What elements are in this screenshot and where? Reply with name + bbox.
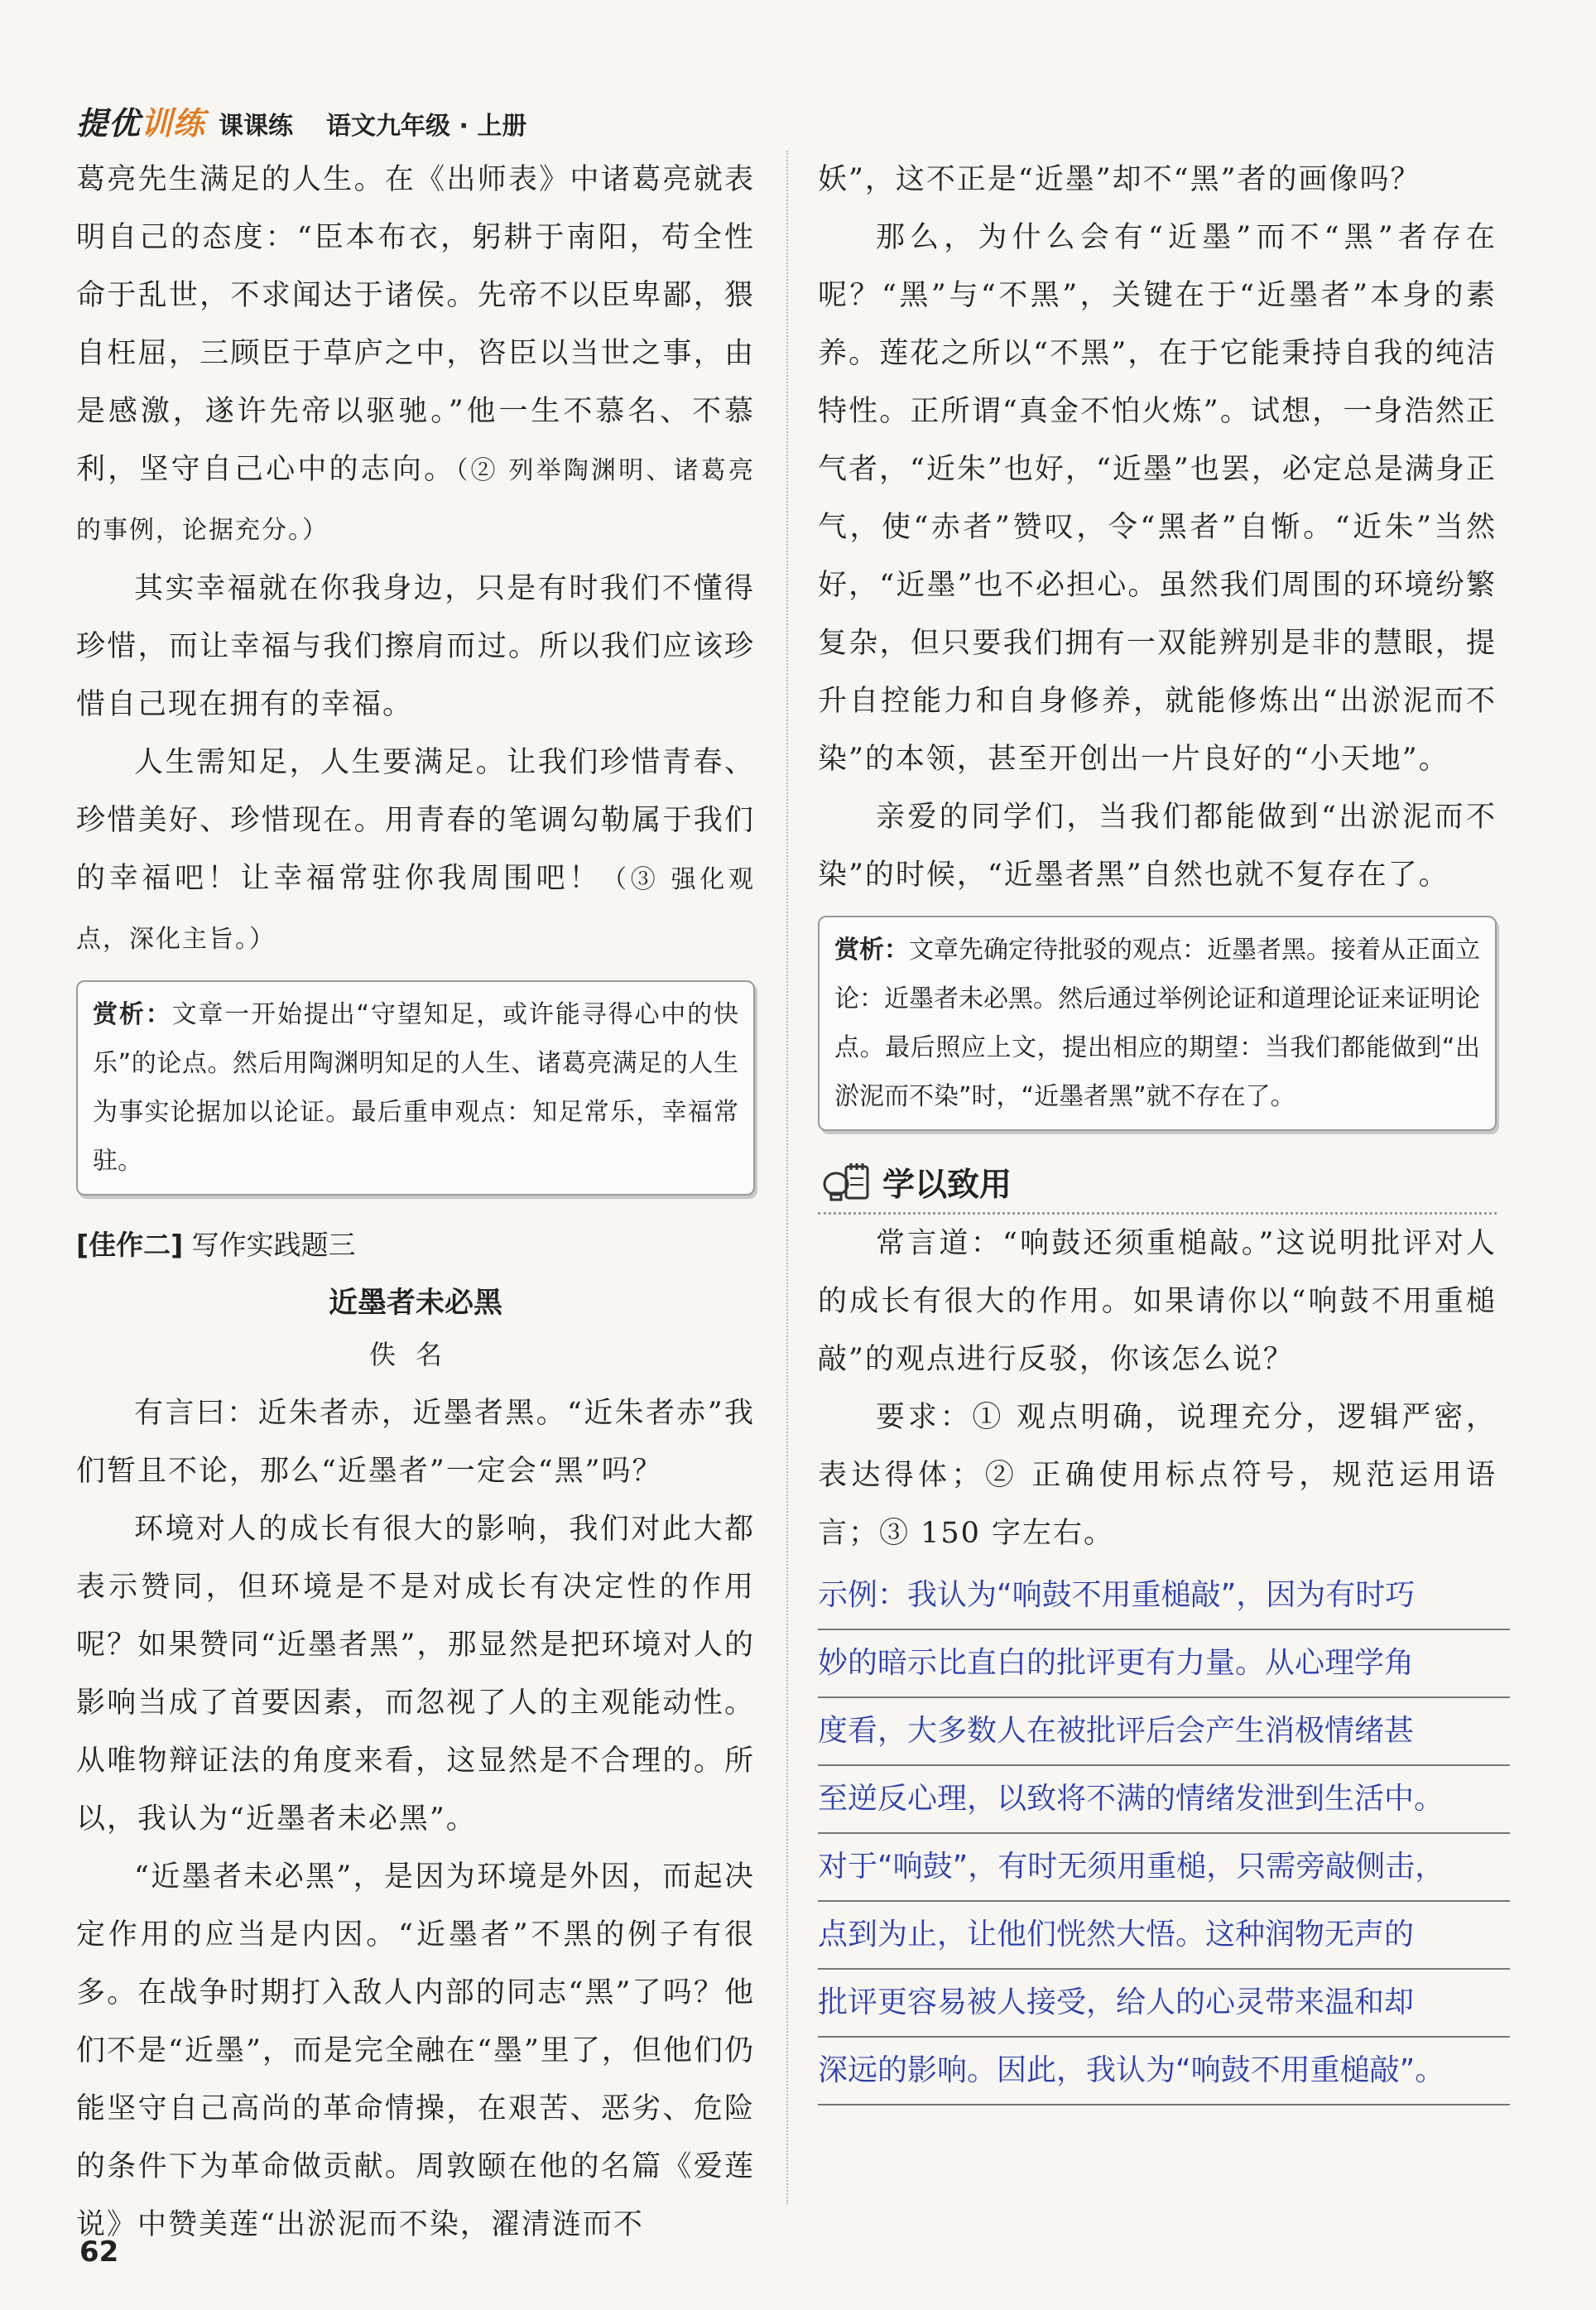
section-label: [佳作二] 写作实践题三 xyxy=(76,1229,356,1261)
answer-line: 批评更容易被人接受，给人的心灵带来温和却 xyxy=(818,1970,1510,2038)
exercise-requirements: 要求：① 观点明确，说理充分，逻辑严密，表达得体；② 正确使用标点符号，规范运用语言；③ 150 字左右。 xyxy=(818,1401,1497,1550)
analysis-box-2: 赏析：文章先确定待批驳的观点：近墨者黑。接着从正面立论：近墨者未必黑。然后通过举例论证和道理论证来证明论点。最后照应上文，提出相应的期望：当我们都能做到“出淤泥而不染”时，“近墨者黑”就不存在了。 xyxy=(818,916,1497,1131)
exercise-prompt: 常言道：“响鼓还须重槌敲。”这说明批评对人的成长有很大的作用。如果请你以“响鼓不用重槌敲”的观点进行反驳，你该怎么说？ xyxy=(818,1227,1497,1376)
answer-line: 妙的暗示比直白的批评更有力量。从心理学角 xyxy=(818,1630,1510,1698)
right-column xyxy=(818,151,1497,2105)
practice-section-title: 学以致用 xyxy=(882,1167,1012,1204)
answer-line: 示例：我认为“响鼓不用重槌敲”，因为有时巧 xyxy=(818,1562,1510,1630)
article-paragraph-5: 亲爱的同学们，当我们都能做到“出淤泥而不染”的时候，“近墨者黑”自然也就不复存在了。 xyxy=(818,801,1497,892)
article-paragraph-2: 环境对人的成长有很大的影响，我们对此大都表示赞同，但环境是不是对成长有决定性的作用呢？如果赞同“近墨者黑”，那显然是把环境对人的影响当成了首要因素，而忽视了人的主观能动性。从唯物辩证法的角度来看，这显然是不合理的。所以，我认为“近墨者未必黑”。 xyxy=(76,1513,755,1836)
analysis-box-1: 赏析：文章一开始提出“守望知足，或许能寻得心中的快乐”的论点。然后用陶渊明知足的人生、诸葛亮满足的人生为事实论据加以论证。最后重申观点：知足常乐，幸福常驻。 xyxy=(76,980,755,1196)
answer-line: 点到为止，让他们恍然大悟。这种润物无声的 xyxy=(818,1902,1510,1970)
paragraph-conclusion: 人生需知足，人生要满足。让我们珍惜青春、珍惜美好、珍惜现在。用青春的笔调勾勒属于我们的幸福吧！让幸福常驻你我周围吧！（③ 强化观点，深化主旨。） xyxy=(76,746,755,954)
page-header xyxy=(76,98,526,147)
brand-logo: 提优训练 xyxy=(76,105,206,142)
practice-section-header xyxy=(818,1159,1497,1215)
page-number: 62 xyxy=(79,2235,119,2269)
answer-line: 至逆反心理，以致将不满的情绪发泄到生活中。 xyxy=(818,1766,1510,1834)
analysis-tag: 赏析： xyxy=(834,936,909,965)
article-paragraph-4: 那么，为什么会有“近墨”而不“黑”者存在呢？“黑”与“不黑”，关键在于“近墨者”本身的素养。莲花之所以“不黑”，在于它能秉持自我的纯洁特性。正所谓“真金不怕火炼”。试想，一身浩然正气者，“近朱”也好，“近墨”也罢，必定总是满身正气，使“赤者”赞叹，令“黑者”自惭。“近朱”当然好，“近墨”也不必担心。虽然我们周围的环境纷繁复杂，但只要我们拥有一双能辨别是非的慧眼，提升自控能力和自身修养，就能修炼出“出淤泥而不染”的本领，甚至开创出一片良好的“小天地”。 xyxy=(818,221,1497,776)
answer-line: 深远的影响。因此，我认为“响鼓不用重槌敲”。 xyxy=(818,2038,1510,2105)
column-divider xyxy=(786,151,788,2204)
article-title: 近墨者未必黑 xyxy=(328,1287,502,1320)
article-continuation: 妖”，这不正是“近墨”却不“黑”者的画像吗？ xyxy=(818,163,1421,196)
annotation-2: （② 列举陶渊明、诸葛亮的事例，论据充分。） xyxy=(76,456,755,545)
answer-line: 对于“响鼓”，有时无须用重槌，只需旁敲侧击， xyxy=(818,1834,1510,1902)
notebook-bulb-icon xyxy=(818,1162,871,1203)
article-paragraph-3: “近墨者未必黑”，是因为环境是外因，而起决定作用的应当是内因。“近墨者”不黑的例子有很多。在战争时期打入敌人内部的同志“黑”了吗？他们不是“近墨”，而是完全融在“墨”里了，但他们仍能坚守自己高尚的革命情操，在艰苦、恶劣、危险的条件下为革命做贡献。周敦颐在他的名篇《爱莲说》中赞美莲“出淤泥而不染，濯清涟而不 xyxy=(76,1860,755,2241)
article-paragraph-1: 有言曰：近朱者赤，近墨者黑。“近朱者赤”我们暂且不论，那么“近墨者”一定会“黑”吗？ xyxy=(76,1397,755,1488)
article-author: 佚名 xyxy=(368,1339,462,1370)
paragraph-happiness: 其实幸福就在你我身边，只是有时我们不懂得珍惜，而让幸福与我们擦肩而过。所以我们应该珍惜自己现在拥有的幸福。 xyxy=(76,572,755,721)
paragraph-zhugeliang: 葛亮先生满足的人生。在《出师表》中诸葛亮就表明自己的态度：“臣本布衣，躬耕于南阳，苟全性命于乱世，不求闻达于诸侯。先帝不以臣卑鄙，猥自枉屈，三顾臣于草庐之中，咨臣以当世之事，由是感激，遂许先帝以驱驰。”他一生不慕名、不慕利，坚守自己心中的志向。（② 列举陶渊明、诸葛亮的事例，论据充分。） xyxy=(76,163,755,545)
annotation-3: （③ 强化观点，深化主旨。） xyxy=(76,865,755,954)
answer-line: 度看，大多数人在被批评后会产生消极情绪甚 xyxy=(818,1698,1510,1766)
left-column xyxy=(76,151,755,2254)
answer-area xyxy=(818,1562,1497,2105)
series-name: 课课练 xyxy=(219,112,294,141)
subject-title: 语文九年级 · 上册 xyxy=(326,112,527,141)
analysis-tag: 赏析： xyxy=(93,1000,172,1029)
